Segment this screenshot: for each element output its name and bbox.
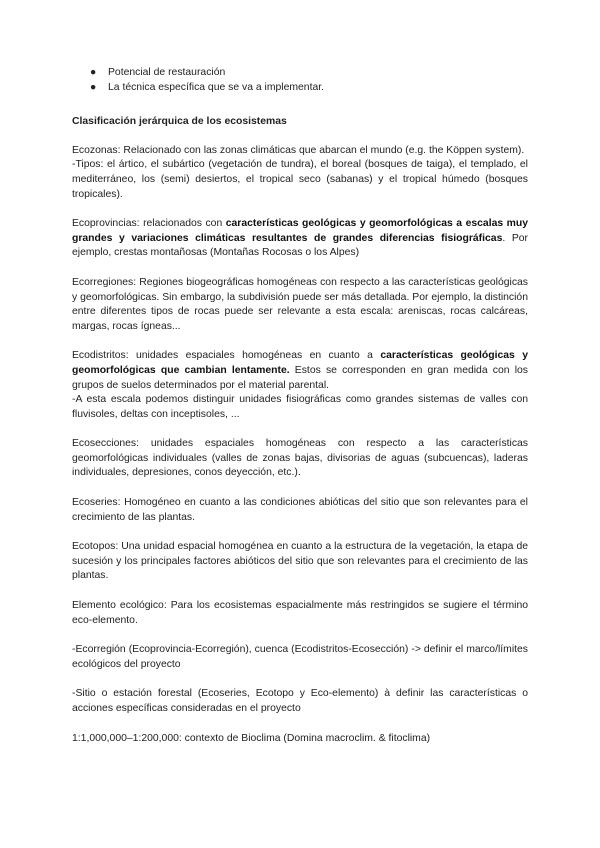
ecoprovincias-paragraph [72,217,528,261]
bullet-dot-icon: ● [90,67,97,78]
section-heading: Clasificación jerárquica de los ecosistemas [72,116,287,128]
ecoprovincias-rest: . Por ejemplo, crestas montañosas (Montañas Rocosas o los Alpes) [72,232,528,259]
ecozonas-paragraph: Ecozonas: Relacionado con las zonas climáticas que abarcan el mundo (e.g. the Köppen system). [72,144,525,156]
sitio-line: -Sitio o estación forestal (Ecoseries, Ecotopo y Eco-elemento) à definir las características o acciones específicas consideradas en el proyecto [72,688,528,714]
ecoprovincias-intro: Ecoprovincias: relacionados con [72,218,226,230]
ecosecciones-paragraph: Ecosecciones: unidades espaciales homogéneas con respecto a las características geomorfológicas individuales (valles de zonas bajas, divisorias de aguas (subcuencas), laderas individuales, depresiones, conos deyección, etc.). [72,438,528,479]
ecorregiones-paragraph: Ecorregiones: Regiones biogeográficas homogéneas con respecto a las características geológicas y geomorfológicas. Sin embargo, la subdivisión puede ser más detallada. Por ejemplo, la distinción entre diferentes tipos de rocas puede ser relevante a esta escala: areniscas, rocas calcáreas, margas, rocas ígneas... [72,276,528,332]
list-item-text: La técnica específica que se va a implementar. [108,81,325,93]
ecodistritos-intro: Ecodistritos: unidades espaciales homogéneas en cuanto a [72,350,381,362]
list-item [90,81,528,96]
ecoprovincias-bold: características geológicas y geomorfológicas a escalas muy grandes y variaciones climáticas resultantes de grandes diferencias fisiográficas [72,218,529,244]
ecodistritos-paragraph [72,349,528,393]
ecorregion-line: -Ecorregión (Ecoprovincia-Ecorregión), cuenca (Ecodistritos-Ecosección) -> definir el marco/límites ecológicos del proyecto [72,644,528,670]
list-item [90,66,528,81]
ecodistritos-bold: características geológicas y geomorfológicas que cambian lentamente. [72,350,529,376]
ecozonas-tipos-paragraph: -Tipos: el ártico, el subártico (vegetación de tundra), el boreal (bosques de taiga), el templado, el mediterráneo, los (semi) desiertos, el tropical seco (sabanas) y el tropical húmedo (bosques tropicales). [72,159,528,200]
ecodistritos-detail-paragraph: -A esta escala podemos distinguir unidades fisiográficas como grandes sistemas de valles con fluvisoles, deltas con inceptisoles, ... [72,394,528,420]
ecoseries-paragraph: Ecoseries: Homogéneo en cuanto a las condiciones abióticas del sitio que son relevantes para el crecimiento de las plantas. [72,497,528,523]
scale-line: 1:1,000,000–1:200,000: contexto de Bioclima (Domina macroclim. & fitoclima) [72,732,431,744]
elemento-paragraph: Elemento ecológico: Para los ecosistemas espacialmente más restringidos se sugiere el término eco-elemento. [72,600,528,626]
bullet-dot-icon: ● [90,81,97,93]
list-item-text: Potencial de restauración [108,67,226,78]
ecodistritos-rest: Estos se corresponden en gran medida con los grupos de suelos determinados por el material parental. [72,364,528,391]
ecotopos-paragraph: Ecotopos: Una unidad espacial homogénea en cuanto a la estructura de la vegetación, la etapa de sucesión y los principales factores abióticos del sitio que son relevantes para el crecimiento de las plantas. [72,541,528,582]
bullet-list [72,66,528,95]
